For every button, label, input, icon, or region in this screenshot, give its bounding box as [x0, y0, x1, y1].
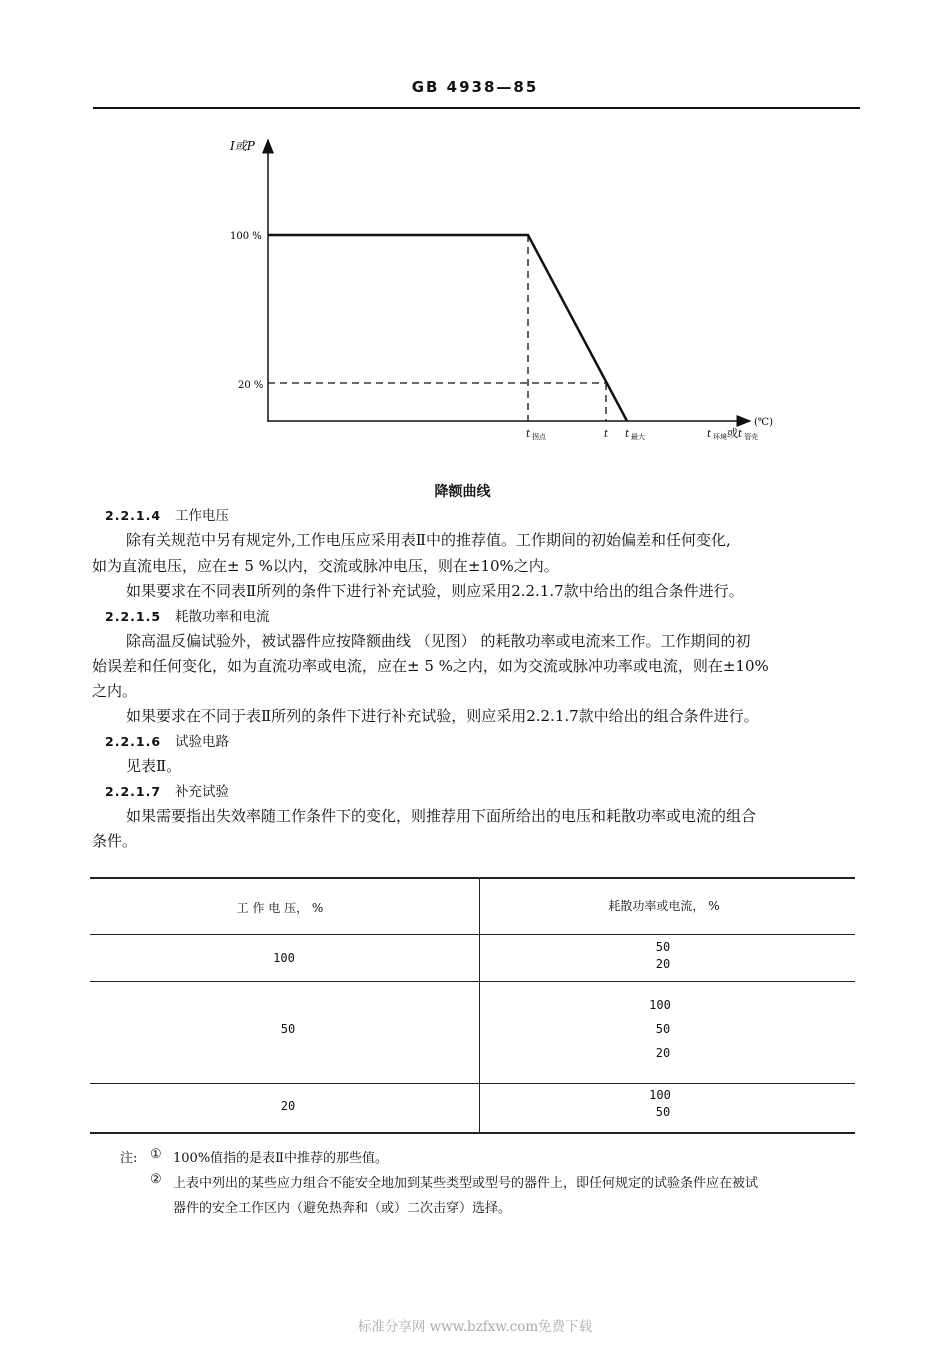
section-number: 2.2.1.5 [105, 609, 162, 624]
table-header-voltage: 工 作 电 压， % [236, 901, 324, 915]
section-title: 工作电压 [175, 508, 230, 524]
y-tick-20: 20 % [238, 380, 264, 391]
table-header-rule [90, 934, 855, 935]
derating-curve [268, 235, 627, 421]
derating-figure [0, 0, 950, 470]
x-label-t-max: t $_{最大}$ [625, 429, 646, 441]
section-heading-2-2-1-4 [105, 504, 229, 524]
paragraph-line: 除有关规范中另有规定外,工作电压应采用表Ⅱ中的推荐值。工作期间的初始偏差和任何变化, [126, 531, 731, 549]
table-cell-power: 100 [649, 998, 671, 1012]
paragraph-line: 如果要求在不同表Ⅱ所列的条件下进行补充试验，则应采用2.2.1.7款中给出的组合条件进行。 [126, 582, 744, 600]
table-cell-power: 20 [655, 1046, 671, 1060]
table-header-power: 耗散功率或电流， % [608, 899, 720, 913]
section-title: 补充试验 [175, 784, 230, 800]
note-marker: ① [150, 1147, 162, 1162]
x-label-t: t [604, 429, 609, 440]
table-cell-power: 20 [655, 957, 671, 971]
paragraph-line: 条件。 [92, 832, 138, 850]
table-bottom-rule [90, 1132, 855, 1134]
table-cell-voltage: 50 [280, 1022, 296, 1036]
paragraph-line: 之内。 [92, 682, 138, 700]
table-cell-voltage: 100 [273, 951, 295, 965]
table-row-rule [90, 981, 855, 982]
table-row-rule [90, 1083, 855, 1084]
table-cell-voltage: 20 [280, 1099, 296, 1113]
section-title: 耗散功率和电流 [175, 609, 270, 625]
footer-watermark: 标准分享网 www.bzfxw.com免费下载 [357, 1319, 593, 1335]
table-cell-power: 50 [655, 1022, 671, 1036]
table-column-divider [479, 877, 480, 1133]
section-heading-2-2-1-6 [105, 730, 229, 750]
section-number: 2.2.1.6 [105, 734, 162, 749]
section-title: 试验电路 [175, 734, 230, 750]
note-marker: ② [150, 1172, 162, 1187]
table-top-rule [90, 877, 855, 879]
section-number: 2.2.1.7 [105, 784, 162, 799]
paragraph-line: 如果要求在不同于表Ⅱ所列的条件下进行补充试验，则应采用2.2.1.7款中给出的组合条件进行。 [126, 707, 759, 725]
paragraph-line: 始误差和任何变化，如为直流功率或电流，应在± 5 %之内，如为交流或脉冲功率或电流，则在±10% [92, 657, 769, 675]
paragraph-line: 除高温反偏试验外，被试器件应按降额曲线 （见图） 的耗散功率或电流来工作。工作期间的初 [126, 632, 751, 650]
note-text: 100%值指的是表Ⅱ中推荐的那些值。 [173, 1151, 389, 1166]
paragraph-line: 如果需要指出失效率随工作条件下的变化，则推荐用下面所给出的电压和耗散功率或电流的组合 [126, 807, 757, 825]
figure-caption: 降额曲线 [434, 484, 491, 500]
note-text-continuation: 器件的安全工作区内（避免热奔和（或）二次击穿）选择。 [173, 1201, 512, 1216]
paragraph-line: 如为直流电压，应在± 5 %以内，交流或脉冲电压，则在±10%之内。 [92, 557, 559, 575]
x-unit-label: (℃) [754, 417, 773, 428]
note-prefix: 注: [120, 1151, 138, 1166]
y-axis-label: I或P [230, 139, 255, 153]
section-heading-2-2-1-5 [105, 605, 270, 625]
x-label-env: t $_{环境}$或t $_{管壳}$ [707, 427, 759, 441]
y-tick-100: 100 % [230, 231, 262, 242]
note-text: 上表中列出的某些应力组合不能安全地加到某些类型或型号的器件上，即任何规定的试验条件应在被试 [173, 1176, 759, 1191]
table-cell-power: 100 [649, 1088, 671, 1102]
x-label-t-knee: t $_{拐点}$ [526, 429, 547, 441]
standard-number: GB 4938—85 [411, 78, 539, 96]
table-cell-power: 50 [655, 1105, 671, 1119]
section-heading-2-2-1-7 [105, 780, 229, 800]
table-cell-power: 50 [655, 940, 671, 954]
paragraph-line: 见表Ⅱ。 [126, 757, 182, 775]
section-number: 2.2.1.4 [105, 508, 162, 523]
